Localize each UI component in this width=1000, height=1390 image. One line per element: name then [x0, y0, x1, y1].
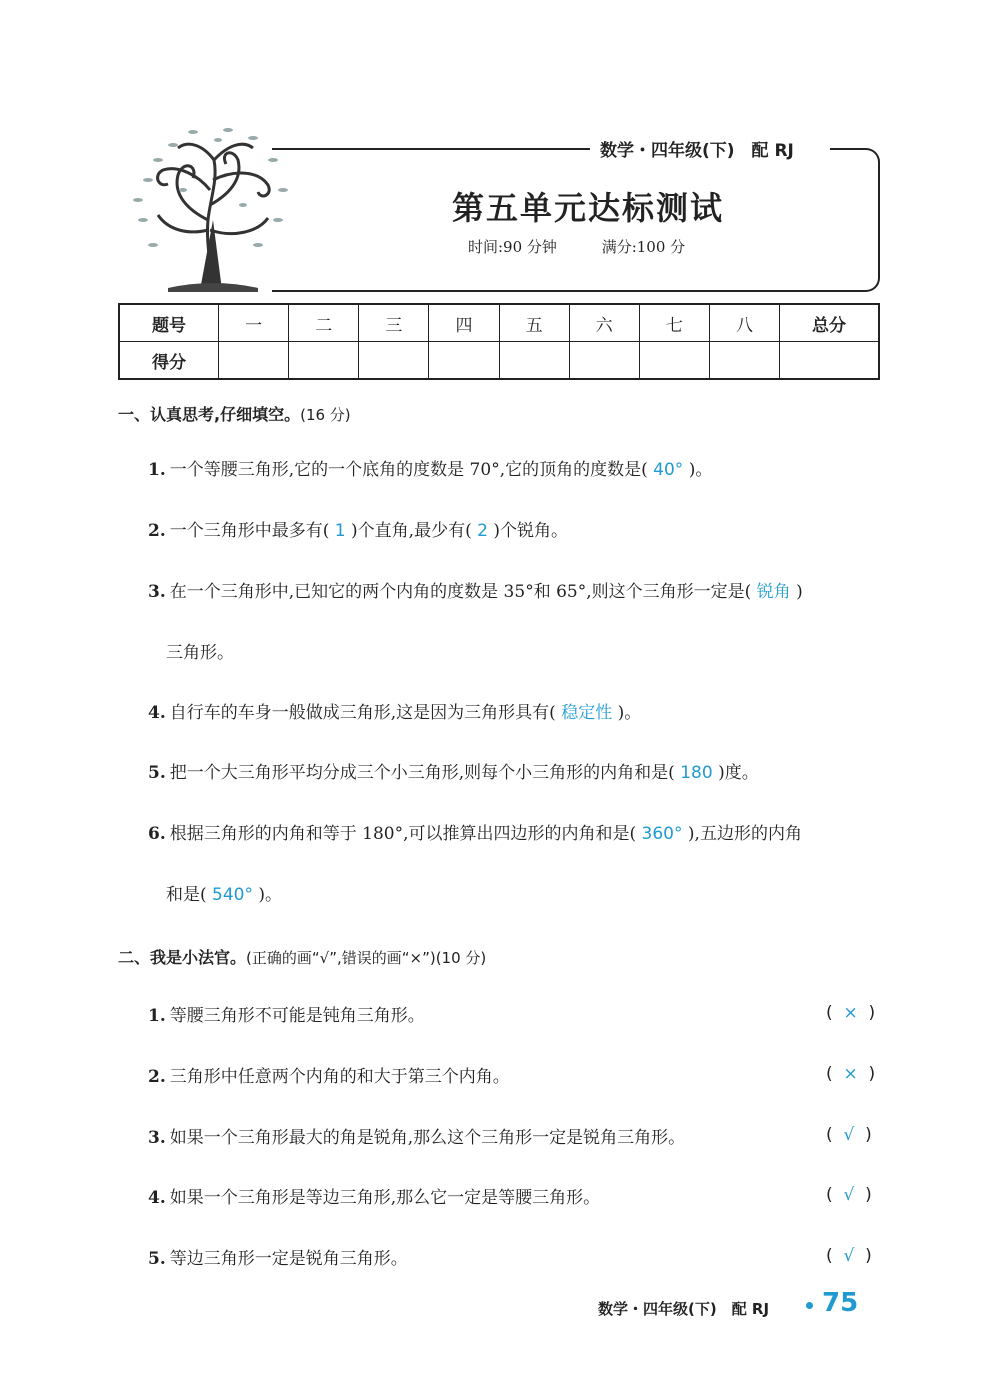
judge-item: 3. 如果一个三角形最大的角是锐角,那么这个三角形一定是锐角三角形。: [148, 1128, 686, 1148]
score-cell: [289, 342, 359, 380]
score-cell: [639, 342, 709, 380]
subject-label: 数学・四年级(下) 配 RJ: [600, 141, 794, 161]
question-1-4: 4. 自行车的车身一般做成三角形,这是因为三角形具有( 稳定性 )。: [148, 703, 642, 723]
judge-item: 2. 三角形中任意两个内角的和大于第三个内角。: [148, 1067, 510, 1087]
judge-answer: ( × ): [826, 1064, 876, 1084]
answer: 2: [477, 521, 488, 541]
question-1-6: 6. 根据三角形的内角和等于 180°,可以推算出四边形的内角和是( 360° ),五边形的内角: [148, 824, 802, 844]
score-cell: [359, 342, 429, 380]
table-row: [119, 304, 879, 342]
judge-answer: ( √ ): [826, 1246, 872, 1266]
footer-subject: 数学・四年级(下) 配 RJ: [598, 1300, 770, 1318]
column-header: 二: [289, 304, 359, 342]
answer: 稳定性: [561, 703, 613, 723]
question-1-3-continued: 三角形。: [166, 643, 234, 663]
table-row: [119, 342, 879, 380]
question-1-5: 5. 把一个大三角形平均分成三个小三角形,则每个小三角形的内角和是( 180 )度。: [148, 763, 759, 783]
column-header: 五: [499, 304, 569, 342]
test-meta: [468, 236, 725, 257]
score-cell: [569, 342, 639, 380]
column-header: 一: [219, 304, 289, 342]
judge-answer: ( √ ): [826, 1185, 872, 1205]
column-header: 八: [709, 304, 779, 342]
answer: 锐角: [756, 582, 791, 602]
question-1-2: 2. 一个三角形中最多有( 1 )个直角,最少有( 2 )个锐角。: [148, 521, 568, 541]
answer: 40°: [653, 460, 684, 480]
judge-answer: ( × ): [826, 1003, 876, 1023]
score-table: [118, 303, 880, 380]
section-2-heading: 二、我是小法官。(正确的画“√”,错误的画“×”)(10 分): [118, 948, 487, 967]
question-1-6-continued: 和是( 540° )。: [166, 885, 283, 905]
column-header: 三: [359, 304, 429, 342]
judge-item: 1. 等腰三角形不可能是钝角三角形。: [148, 1006, 425, 1026]
page-number: 75: [822, 1288, 859, 1318]
column-header: 四: [429, 304, 499, 342]
score-cell: [780, 342, 880, 380]
question-1-3: 3. 在一个三角形中,已知它的两个内角的度数是 35°和 65°,则这个三角形一定是( 锐角 ): [148, 582, 803, 602]
section-1-heading: 一、认真思考,仔细填空。(16 分): [118, 405, 351, 424]
time-label: 时间:90 分钟: [468, 238, 557, 256]
column-header: 七: [639, 304, 709, 342]
answer: 180: [680, 763, 713, 783]
score-cell: [219, 342, 289, 380]
page-title: 第五单元达标测试: [452, 189, 725, 227]
row-label-question: 题号: [119, 304, 219, 342]
score-cell: [499, 342, 569, 380]
tree-illustration-icon: [118, 120, 298, 295]
question-1-1: 1. 一个等腰三角形,它的一个底角的度数是 70°,它的顶角的度数是( 40° )。: [148, 460, 713, 480]
column-header-total: 总分: [780, 304, 880, 342]
judge-item: 4. 如果一个三角形是等边三角形,那么它一定是等腰三角形。: [148, 1188, 601, 1208]
answer: 360°: [641, 824, 683, 844]
row-label-score: 得分: [119, 342, 219, 380]
judge-item: 5. 等边三角形一定是锐角三角形。: [148, 1249, 408, 1269]
bullet-icon: [806, 1302, 813, 1309]
answer: 540°: [212, 885, 253, 905]
full-score-label: 满分:100 分: [601, 238, 686, 256]
judge-answer: ( √ ): [826, 1125, 872, 1145]
column-header: 六: [569, 304, 639, 342]
answer: 1: [334, 521, 346, 541]
score-cell: [709, 342, 779, 380]
score-cell: [429, 342, 499, 380]
